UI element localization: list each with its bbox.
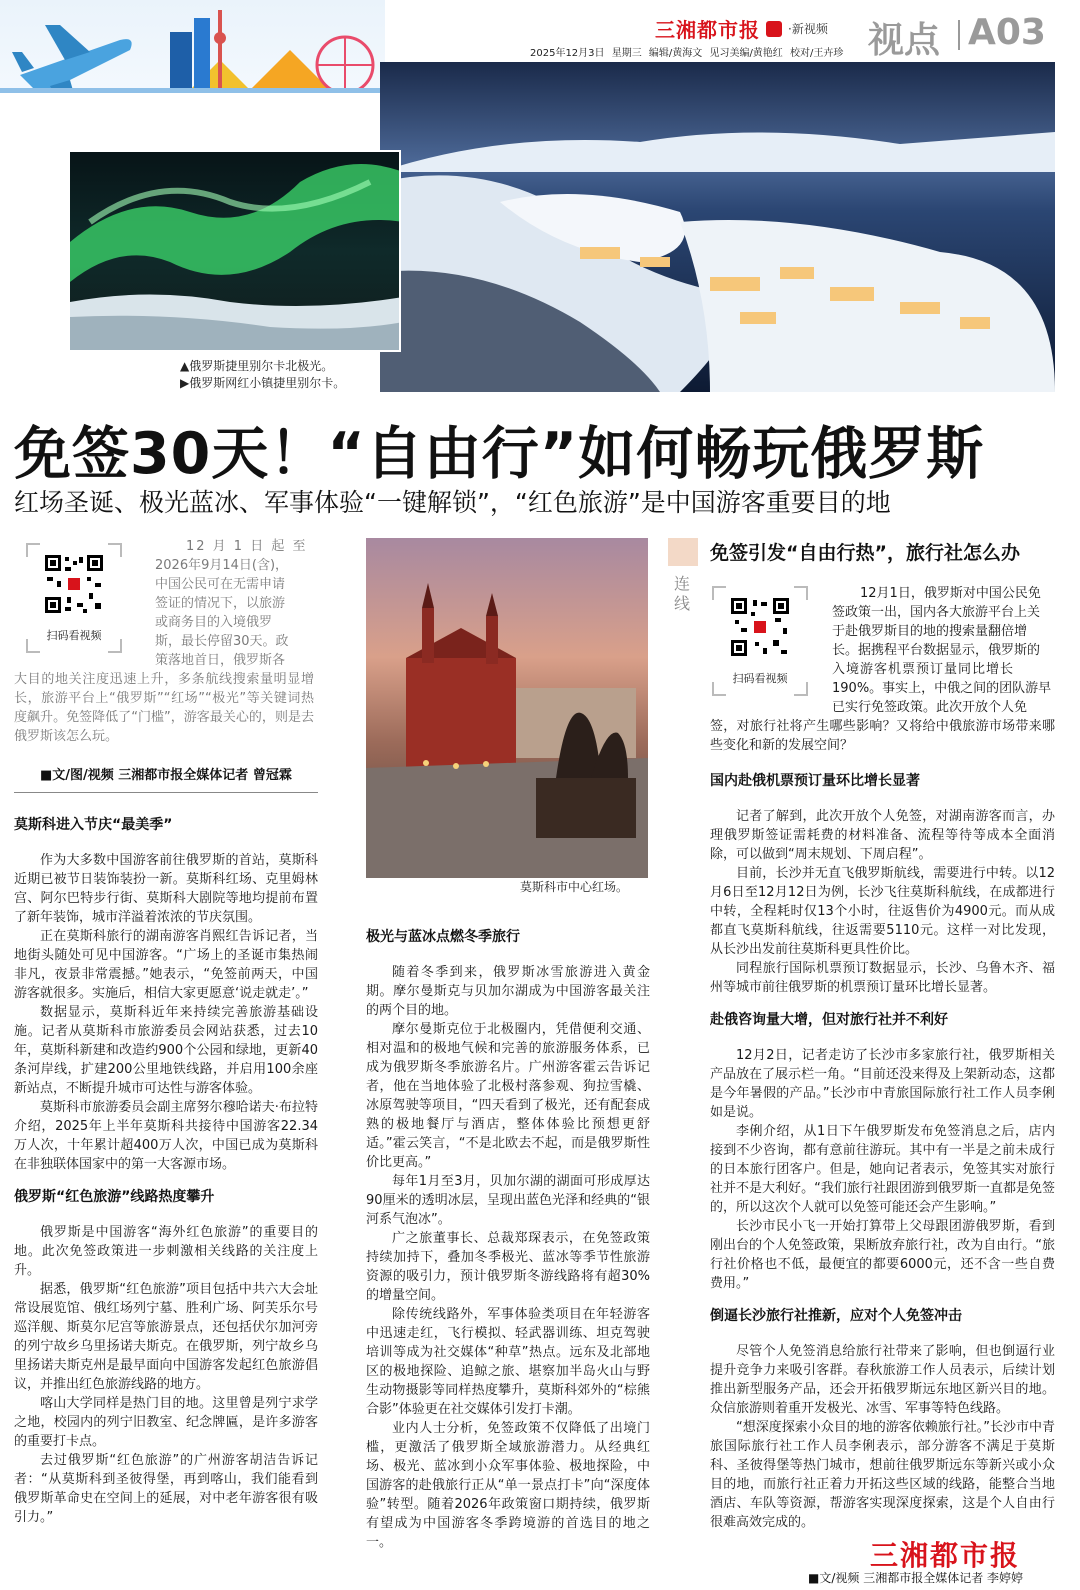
- paragraph: 目前，长沙并无直飞俄罗斯航线，需要进行中转。以12月6日至12月12日为例，长沙飞往莫斯科航线，在成都进行中转，全程耗时仅13个小时，往返售价为4900元。而从成都直飞莫斯科航线，往返需要5110元。这样一对比发现，从长沙出发前往莫斯科更具性价比。: [710, 866, 1055, 957]
- paragraph: 12月2日，记者走访了长沙市多家旅行社，俄罗斯相关产品放在了展示栏一角。“目前还没来得及上架新动态，这都是今年暑假的产品。”长沙市中青旅国际旅行社工作人员李俐如是说。: [710, 1048, 1055, 1120]
- footer-byline: ■文/视频 三湘都市报全媒体记者 李婷婷: [808, 1571, 1024, 1585]
- right-intro-line: 长。据携程平台数据显示，俄罗斯的: [832, 643, 1041, 658]
- paragraph: 摩尔曼斯克位于北极圈内，凭借便利交通、相对温和的极地气候和完善的旅游服务体系，已成为俄罗斯冬季旅游名片。广州游客霍云告诉记者，他在当地体验了北极村落参观、狗拉雪橇、冰原驾驶等项目，“四天看到了极光，还有配套成熟的极地餐厅与酒店，整体体验比预想更舒适。”霍云笑言，“不是北欧去不起，而是俄罗斯性价比更高。”: [366, 1022, 650, 1170]
- right-intro-line: 于赴俄罗斯目的地的搜索量翻倍增: [832, 624, 1028, 639]
- section-heading-moscow: 莫斯科进入节庆“最美季”: [14, 817, 173, 833]
- header-banner-illustration: [0, 0, 385, 150]
- paragraph: 每年1月至3月，贝加尔湖的湖面可形成厚达90厘米的透明冰层，呈现出蓝色光泽和经典的“银河系气泡冰”。: [366, 1174, 650, 1227]
- section-heading-aurora-ice: 极光与蓝冰点燃冬季旅行: [366, 929, 520, 945]
- subheadline: 红场圣诞、极光蓝冰、军事体验“一键解锁”，“红色旅游”是中国游客重要目的地: [14, 488, 891, 517]
- right-column: [710, 758, 1055, 1532]
- paragraph: 随着冬季到来，俄罗斯冰雪旅游进入黄金期。摩尔曼斯克与贝加尔湖成为中国游客最关注的两个目的地。: [366, 965, 650, 1018]
- footer-paper-logo: 三湘都市报: [870, 1539, 1021, 1572]
- intro-line: 签证的情况下，以旅游: [155, 596, 286, 611]
- section-heading-flights: 国内赴俄机票预订量环比增长显著: [710, 773, 920, 789]
- section-heading-agency-response: 倒逼长沙旅行社推新，应对个人免签冲击: [710, 1308, 962, 1324]
- paper-name: 三湘都市报: [655, 18, 760, 42]
- right-intro-line: 12月1日，俄罗斯对中国公民免: [860, 586, 1041, 601]
- side-tag-label: 连线: [674, 574, 691, 613]
- section-name: 视点: [868, 20, 941, 61]
- paragraph: 据悉，俄罗斯“红色旅游”项目包括中共六大会址常设展览馆、俄红场列宁墓、胜利广场、阿芙乐尔号巡洋舰、斯莫尔尼宫等旅游景点，还包括伏尔加河旁的列宁故乡乌里扬诺夫斯克。在俄罗斯，列宁故乡乌里扬诺夫斯克州是最早面向中国游客发起红色旅游倡议，并推出红色旅游线路的地方。: [14, 1282, 318, 1392]
- paragraph: 除传统线路外，军事体验类项目在年轻游客中迅速走红，飞行模拟、轻武器训练、坦克驾驶培训等成为社交媒体“种草”热点。远东及北部地区的极地探险、追鲸之旅、堪察加半岛火山与野生动物摄影等同样热度攀升，莫斯科郊外的“棕熊合影”体验更在社交媒体引发打卡潮。: [366, 1307, 650, 1417]
- paragraph: 尽管个人免签消息给旅行社带来了影响，但也倒逼行业提升竞争力来吸引客群。春秋旅游工作人员表示，后续计划推出新型服务产品，还会开拓俄罗斯远东地区新兴目的地。众信旅游则着重开发极光、冰雪、军事等特色线路。: [710, 1344, 1055, 1416]
- paragraph: 去过俄罗斯“红色旅游”的广州游客胡洁告诉记者：“从莫斯科到圣彼得堡，再到喀山，我们能看到俄罗斯革命史在空间上的延展，对中老年游客很有吸引力。”: [14, 1453, 318, 1525]
- right-article-title: 免签引发“自由行热”，旅行社怎么办: [710, 542, 1020, 564]
- qr-code-video-right[interactable]: [712, 586, 808, 696]
- right-intro-line: 190%。事实上，中俄之间的团队游早: [832, 681, 1052, 696]
- caption-aurora: ▲俄罗斯捷里别尔卡北极光。: [180, 359, 334, 373]
- paragraph: 莫斯科市旅游委员会副主席努尔穆哈诺夫·布拉特介绍，2025年上半年莫斯科共接待中国游客22.34万人次，十年累计超400万人次，中国已成为莫斯科在非独联体国家中的第一大客源市场。: [14, 1100, 318, 1172]
- paragraph: “想深度探索小众目的地的游客依赖旅行社。”长沙市中青旅国际旅行社工作人员李俐表示，部分游客不满足于莫斯科、圣彼得堡等热门城市，想前往俄罗斯远东等新兴或小众目的地，而旅行社正着力开拓这些区域的线路，能整合当地酒店、车队等资源，帮游客实现深度探索，这是个人自由行很难高效完成的。: [710, 1420, 1055, 1530]
- paragraph: 数据显示，莫斯科近年来持续完善旅游基础设施。记者从莫斯科市旅游委员会网站获悉，过去10年，莫斯科新建和改造约900个公园和绿地，更新40条河岸线，扩建200公里地铁线路，并启用100余座新站点，不断提升城市可达性与游客体验。: [14, 1005, 318, 1096]
- middle-column: [366, 918, 650, 1552]
- qr-code-icon: [43, 553, 105, 615]
- paragraph: 广之旅董事长、总裁郑琛表示，在免签政策持续加持下，叠加冬季极光、蓝冰等季节性旅游资源的吸引力，预计俄罗斯冬游线路将有超30%的增量空间。: [366, 1231, 650, 1303]
- right-intro-line: 已实行免签政策。此次开放个人免: [832, 700, 1028, 715]
- paragraph: 李俐介绍，从1日下午俄罗斯发布免签消息之后，店内接到不少咨询，都有意前往游玩。其中有一半是之前未成行的日本旅行团客户。但是，她向记者表示，免签其实对旅行社并不是大利好。“我们旅行社跟团游到俄罗斯一直都是免签的，所以这次个人就可以免签可能还会产生影响。”: [710, 1124, 1055, 1215]
- intro-line: 或商务目的入境俄罗: [155, 615, 273, 630]
- paragraph: 同程旅行国际机票预订数据显示，长沙、乌鲁木齐、福州等城市前往俄罗斯的机票预订量环比增长显著。: [710, 961, 1055, 995]
- photo-teriberka-town: [380, 62, 1055, 392]
- section-heading-agency-inquiries: 赴俄咨询量大增，但对旅行社并不利好: [710, 1012, 948, 1028]
- qr-caption: 扫码看视频: [46, 629, 102, 642]
- divider: [14, 792, 318, 793]
- qr-caption: 扫码看视频: [732, 672, 788, 685]
- headline: 免签30天！“自由行”如何畅玩俄罗斯: [14, 421, 985, 487]
- photo-red-square: [366, 538, 648, 878]
- qr-code-icon: [729, 596, 791, 658]
- dateline: 2025年12月3日 星期三 编辑/黄海文 见习美编/黄艳红 校对/王卉珍: [530, 48, 844, 59]
- video-brand: ·新视频: [788, 22, 828, 36]
- side-tag: [668, 538, 698, 614]
- intro-line: 12 月 1 日 起 至: [186, 539, 308, 554]
- photo-northern-lights: [68, 150, 401, 352]
- paragraph: 业内人士分析，免签政策不仅降低了出境门槛，更激活了俄罗斯全域旅游潜力。从经典红场、极光、蓝冰到小众军事体验、极地探险，中国游客的赴俄旅行正从“单一景点打卡”向“深度体验”转型。随着2026年政策窗口期持续，俄罗斯有望成为中国游客冬季跨境游的首选目的地之一。: [366, 1421, 650, 1550]
- photo-captions: [180, 357, 345, 391]
- right-intro-line: 签政策一出，国内各大旅游平台上关: [832, 605, 1041, 620]
- right-intro-line: 入境游客机票预订量同比增长: [832, 662, 1015, 677]
- paragraph: 喀山大学同样是热门目的地。这里曾是列宁求学之地，校园内的列宁旧教室、纪念牌匾，是许多游客的重要打卡点。: [14, 1396, 318, 1449]
- intro-line: 斯，最长停留30天。政: [155, 634, 289, 649]
- masthead: [655, 14, 828, 43]
- intro-line: 中国公民可在无需申请: [155, 577, 286, 592]
- right-intro-rest: 签，对旅行社将产生哪些影响？又将给中俄旅游市场带来哪些变化和新的发展空间？: [710, 719, 1055, 753]
- paragraph: 作为大多数中国游客前往俄罗斯的首站，莫斯科近期已被节日装饰装扮一新。莫斯科红场、克里姆林宫、阿尔巴特步行街、莫斯科大剧院等地均提前布置了新年装饰，城市洋溢着浓浓的节庆氛围。: [14, 853, 318, 925]
- qr-code-video-left[interactable]: [26, 543, 122, 653]
- paragraph: 记者了解到，此次开放个人免签，对湖南游客而言，办理俄罗斯签证需耗费的材料准备、流程等待等成本全面消除，可以做到“周末规划、下周启程”。: [710, 809, 1055, 862]
- paragraph: 俄罗斯是中国游客“海外红色旅游”的重要目的地。此次免签政策进一步刺激相关线路的关注度上升。: [14, 1225, 318, 1278]
- byline: ■文/图/视频 三湘都市报全媒体记者 曾冠霖: [40, 768, 292, 783]
- intro-line: 策落地首日，俄罗斯各: [155, 653, 286, 668]
- page-number: A03: [968, 12, 1046, 53]
- paragraph: 长沙市民小飞一开始打算带上父母跟团游俄罗斯，看到刚出台的个人免签政策，果断放弃旅行社，改为自由行。“旅行社价格也不低，最便宜的都要6000元，还不含一些自费费用。”: [710, 1219, 1055, 1291]
- caption-town: ▶俄罗斯网红小镇捷里别尔卡。: [180, 376, 346, 390]
- paragraph: 正在莫斯科旅行的湖南游客肖熙红告诉记者，当地街头随处可见中国游客。“广场上的圣诞市集热闹非凡，夜景非常震撼。”她表示，“免签前两天，中国游客就很多。实施后，相信大家更愿意‘说走就走’。”: [14, 929, 318, 1001]
- section-heading-red-tourism: 俄罗斯“红色旅游”线路热度攀升: [14, 1189, 215, 1205]
- brand-logo-icon: [766, 21, 782, 37]
- caption-red-square: 莫斯科市中心红场。: [520, 880, 629, 894]
- left-column: [14, 802, 318, 1527]
- intro-line: 2026年9月14日(含)，: [155, 558, 289, 573]
- section-divider: [958, 20, 960, 50]
- intro-paragraph-rest: 大目的地关注度迅速上升，多条航线搜索量明显增长，旅游平台上“俄罗斯”“红场”“极光”等关键词热度飙升。免签降低了“门槛”，游客最关心的，则是去俄罗斯该怎么玩。: [14, 672, 314, 744]
